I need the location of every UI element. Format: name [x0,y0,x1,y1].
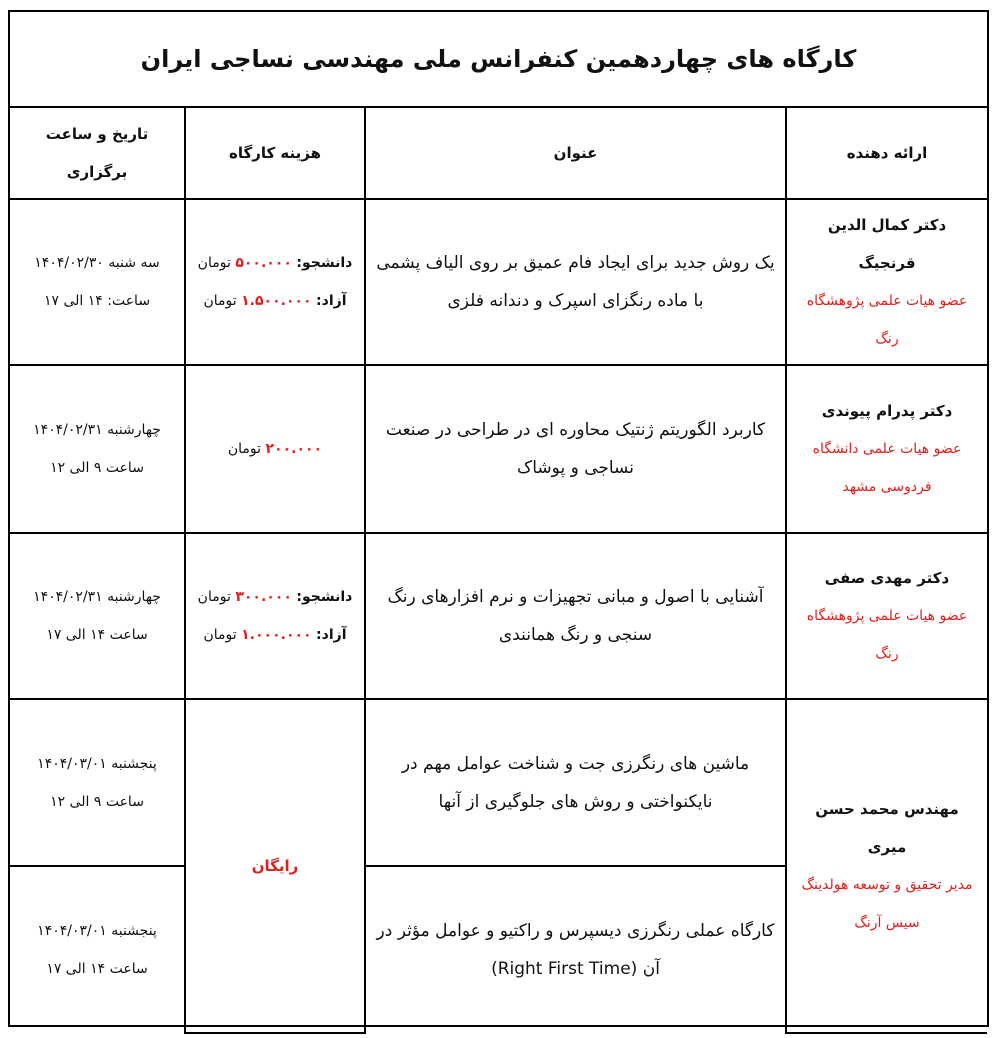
time-text: ساعت ۱۴ الی ۱۷ [46,627,148,643]
cost-free-label: آزاد: [316,627,347,643]
topic-line-2: نایکنواختی و روش های جلوگیری از آنها [438,791,713,812]
cost-free-label: آزاد: [316,293,347,309]
header-date: تاریخ و ساعت برگزاری [10,108,185,199]
page-title: کارگاه های چهاردهمین کنفرانس ملی مهندسی نساجی ایران [10,12,987,108]
table-row [10,699,987,866]
cost-free [196,282,354,320]
date-cell [10,365,185,533]
date-cell [10,866,185,1033]
topic-cell [365,365,786,533]
presenter-name: دکتر پدرام پیوندی [821,402,953,420]
cost-free-amount: ۱.۰۰۰.۰۰۰ [241,627,312,643]
topic-line-2: نساجی و پوشاک [517,458,634,478]
topic-line-2: با ماده رنگزای اسپرک و دندانه فلزی [447,291,704,311]
topic-line-1: یک روش جدید برای ایجاد فام عمیق بر روی الیاف پشمی [376,253,775,273]
header-row [10,108,987,199]
cost-student-amount: ۵۰۰.۰۰۰ [235,255,292,271]
presenter-affiliation: عضو هیات علمی پژوهشگاه رنگ [806,293,968,347]
topic-line-1: آشنایی با اصول و مبانی تجهیزات و نرم افزارهای رنگ [387,587,764,607]
date-cell [10,699,185,866]
date-text: پنجشنبه ۱۴۰۴/۰۳/۰۱ [37,923,157,939]
cost-cell [185,365,365,533]
cost-amount: ۲۰۰.۰۰۰ [265,441,323,457]
table-row [10,533,987,699]
date-cell [10,533,185,699]
cost-free [196,616,354,654]
header-topic: عنوان [365,108,786,199]
topic-line-2: آن (Right First Time) [491,959,660,979]
topic-line-2: سنجی و رنگ همانندی [498,625,653,645]
workshop-table-frame [8,10,989,1027]
topic-cell [365,199,786,365]
time-text: ساعت ۱۴ الی ۱۷ [46,961,148,977]
cost-student-label: دانشجو: [296,589,353,605]
time-text: ساعت ۹ الی ۱۲ [50,460,144,476]
header-cost: هزینه کارگاه [185,108,365,199]
cost-free-text: رایگان [251,857,299,875]
cost-student [196,244,354,282]
presenter-affiliation-line-2: سیس آرنگ [854,915,920,931]
presenter-affiliation-line-1: عضو هیات علمی دانشگاه [812,441,962,457]
topic-cell [365,533,786,699]
topic-line-1: ماشین های رنگرزی جت و شناخت عوامل مهم در [401,753,750,774]
date-text: چهارشنبه ۱۴۰۴/۰۲/۳۱ [33,422,161,438]
presenter-cell [786,699,987,1033]
cost-cell [185,199,365,365]
cost-cell [185,533,365,699]
header-presenter: ارائه دهنده [786,108,987,199]
table-row [10,365,987,533]
time-text: ساعت: ۱۴ الی ۱۷ [43,293,151,309]
presenter-cell [786,533,987,699]
topic-cell [365,866,786,1033]
cost-unit: تومان [227,441,262,457]
table-row [10,199,987,365]
cost-student [196,578,354,616]
presenter-affiliation-line-2: فردوسی مشهد [842,479,932,495]
cost-student-amount: ۳۰۰.۰۰۰ [235,589,292,605]
presenter-name: دکتر کمال الدین قرنجیگ [827,216,947,272]
presenter-affiliation-line-1: مدیر تحقیق و توسعه هولدینگ [801,877,973,893]
topic-line-1: کاربرد الگوریتم ژنتیک محاوره ای در طراحی در صنعت [385,420,766,440]
presenter-affiliation: عضو هیات علمی پژوهشگاه رنگ [806,608,968,662]
presenter-name: مهندس محمد حسن میری [815,800,959,856]
topic-cell [365,699,786,866]
cost-student-unit: تومان [197,255,231,271]
date-text: چهارشنبه ۱۴۰۴/۰۲/۳۱ [33,589,161,605]
cost-free-amount: ۱.۵۰۰.۰۰۰ [241,293,312,309]
date-text: پنجشنبه ۱۴۰۴/۰۳/۰۱ [37,755,157,772]
cost-free-unit: تومان [203,627,237,643]
presenter-cell [786,199,987,365]
time-text: ساعت ۹ الی ۱۲ [50,793,144,810]
cost-cell [185,699,365,1033]
date-text: سه شنبه ۱۴۰۴/۰۲/۳۰ [34,255,160,271]
cost-single [196,430,354,468]
cost-free-unit: تومان [203,293,237,309]
cost-student-unit: تومان [197,589,231,605]
date-cell [10,199,185,365]
presenter-cell [786,365,987,533]
cost-student-label: دانشجو: [296,255,353,271]
presenter-name: دکتر مهدی صفی [824,569,950,587]
workshop-table [10,108,987,1034]
topic-line-1: کارگاه عملی رنگرزی دیسپرس و راکتیو و عوامل مؤثر در [376,921,775,941]
